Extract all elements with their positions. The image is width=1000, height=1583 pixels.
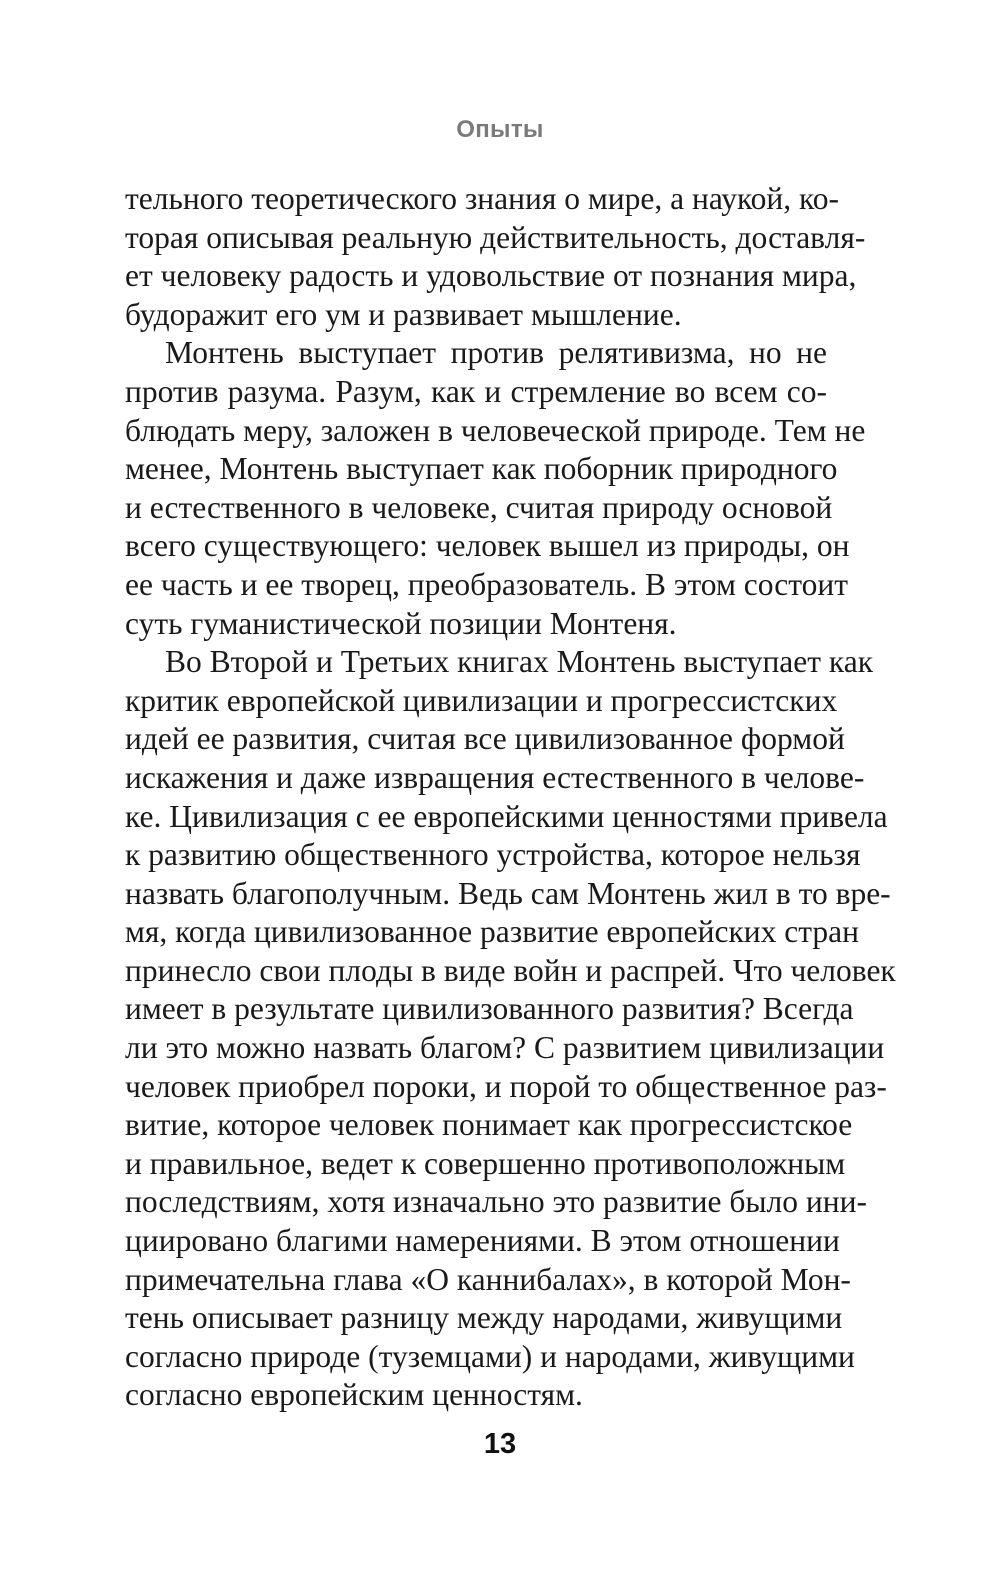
text-line: торая описывая реальную действительность, доставля- — [125, 219, 866, 255]
text-line: человек приобрел пороки, и порой то общественное раз- — [125, 1068, 887, 1104]
text-line: против разума. Разум, как и стремление во всем со- — [125, 373, 827, 409]
text-line: Монтень выступает против релятивизма, но не — [165, 335, 827, 371]
text-line: последствиям, хотя изначально это развитие было ини- — [125, 1184, 867, 1220]
text-line: согласно природе (туземцами) и народами, живущими — [125, 1338, 855, 1374]
text-line: идей ее развития, считая все цивилизованное формой — [125, 721, 845, 757]
text-line: мя, когда цивилизованное развитие европейских стран — [125, 914, 859, 950]
running-title: Опыты — [456, 116, 544, 143]
text-line: примечательна глава «О каннибалах», в которой Мон- — [125, 1261, 851, 1297]
text-line: ке. Цивилизация с ее европейскими ценностями привела — [125, 798, 888, 834]
text-line: назвать благополучным. Ведь сам Монтень жил в то вре- — [125, 875, 891, 911]
text-line: имеет в результате цивилизованного развития? Всегда — [125, 991, 854, 1027]
text-line: ли это можно назвать благом? С развитием цивилизации — [125, 1030, 885, 1066]
text-line: и правильное, ведет к совершенно противоположным — [125, 1145, 846, 1181]
page-number: 13 — [483, 1428, 517, 1460]
paragraph — [125, 334, 866, 643]
paragraph — [125, 643, 896, 1415]
text-line: ет человеку радость и удовольствие от познания мира, — [125, 258, 857, 294]
text-line: всего существующего: человек вышел из природы, он — [125, 528, 850, 564]
text-line: блюдать меру, заложен в человеческой природе. Тем не — [125, 412, 866, 448]
text-line: к развитию общественного устройства, которое нельзя — [125, 837, 861, 873]
text-line: циировано благими намерениями. В этом отношении — [125, 1223, 840, 1259]
text-line: согласно европейским ценностям. — [125, 1377, 583, 1413]
text-line: суть гуманистической позиции Монтеня. — [125, 605, 677, 641]
text-line: и естественного в человеке, считая природу основой — [125, 489, 833, 525]
text-line: Во Второй и Третьих книгах Монтень выступает как — [165, 644, 874, 680]
text-line: принесло свои плоды в виде войн и распрей. Что человек — [125, 952, 896, 988]
text-line: менее, Монтень выступает как поборник природного — [125, 451, 838, 487]
body-text — [125, 180, 896, 1415]
text-line: критик европейской цивилизации и прогрессистских — [125, 682, 838, 718]
text-line: витие, которое человек понимает как прогрессистское — [125, 1107, 853, 1143]
text-line: тень описывает разницу между народами, живущими — [125, 1300, 843, 1336]
paragraph — [125, 180, 866, 334]
text-line: будоражит его ум и развивает мышление. — [125, 296, 682, 332]
text-line: тельного теоретического знания о мире, а наукой, ко- — [125, 181, 839, 216]
text-line: ее часть и ее творец, преобразователь. В этом состоит — [125, 566, 848, 602]
text-line: искажения и даже извращения естественного в челове- — [125, 759, 865, 795]
